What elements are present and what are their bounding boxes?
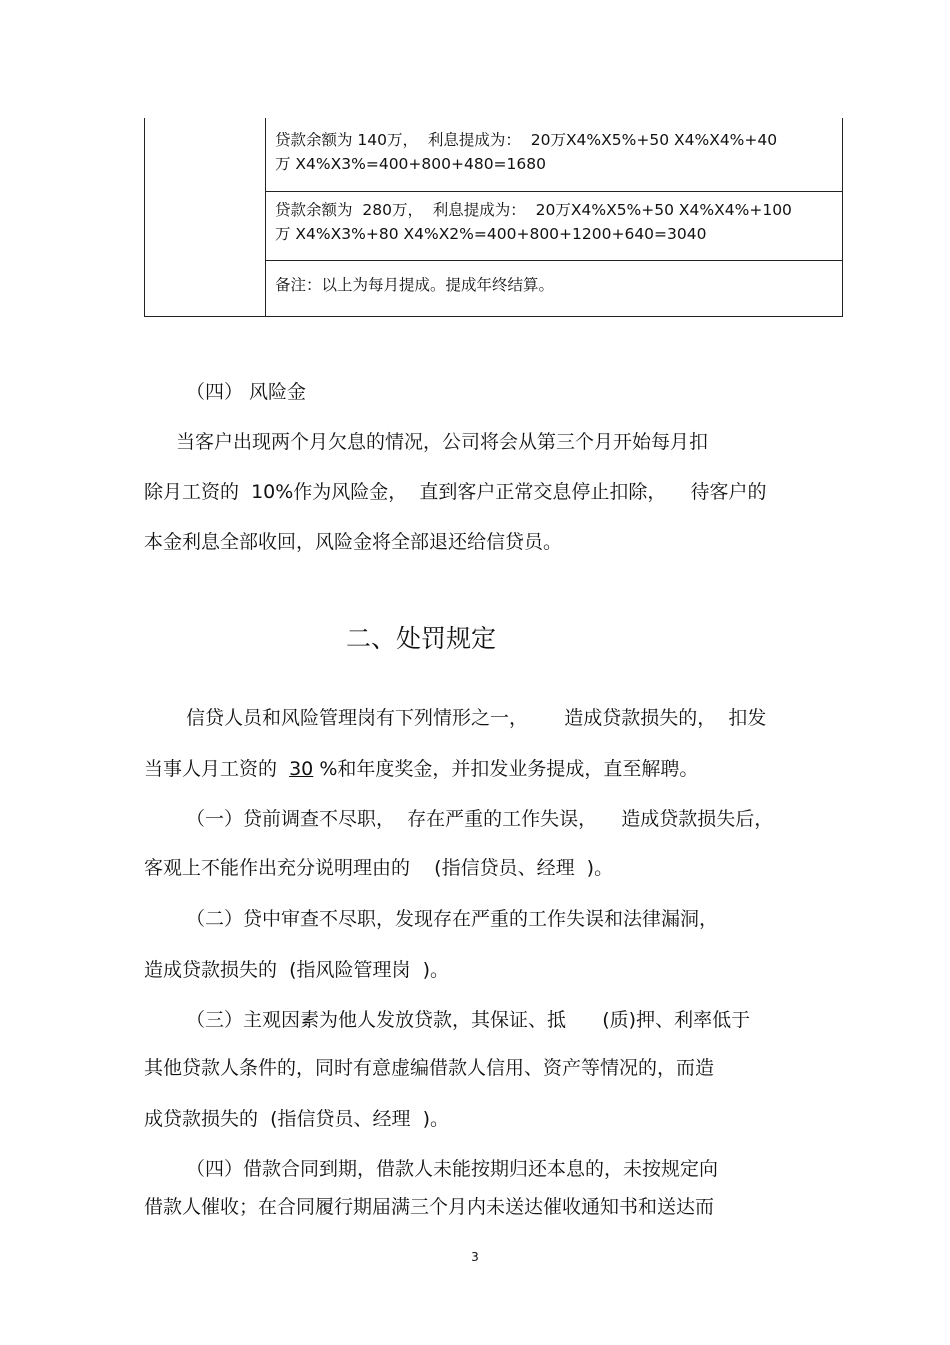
table-border-right [842, 118, 843, 316]
penalty-text: %和年度奖金，并扣发业务提成，直至解聘。 [313, 758, 699, 780]
risk-paragraph-line: 除月工资的 10%作为风险金， 直到客户正常交息停止扣除， 待客户的 [144, 481, 767, 503]
penalty-paragraph-line: 信贷人员和风险管理岗有下列情形之一， 造成贷款损失的， 扣发 [186, 707, 767, 729]
penalty-item-line: 借款人催收；在合同履行期届满三个月内未送达催收通知书和送达而 [144, 1196, 715, 1218]
penalty-item-line: （一）贷前调查不尽职， 存在严重的工作失误， 造成贷款损失后， [186, 808, 774, 830]
table-row-note: 备注：以上为每月提成。提成年终结算。 [275, 276, 555, 294]
page-number: 3 [471, 1250, 479, 1264]
penalty-item-line: （二）贷中审查不尽职，发现存在严重的工作失误和法律漏洞， [186, 908, 719, 930]
commission-table [144, 118, 843, 317]
table-row-280: 贷款余额为 280万， 利息提成为： 20万X4%X5%+50 X4%X4%+100 万 X4%X3%+80 X4%X2%=400+800+1200+640=3040 [266, 192, 842, 261]
penalty-item-line: 客观上不能作出充分说明理由的 (指信贷员、经理 )。 [144, 857, 614, 879]
penalty-percent: 30 [289, 758, 314, 780]
penalty-item-line: （三）主观因素为他人发放贷款，其保证、抵 (质)押、利率低于 [186, 1009, 751, 1031]
risk-paragraph-line: 当客户出现两个月欠息的情况，公司将会从第三个月开始每月扣 [176, 431, 709, 453]
penalty-paragraph-line [144, 755, 698, 783]
penalty-item-line: （四）借款合同到期，借款人未能按期归还本息的，未按规定向 [186, 1158, 719, 1180]
section-heading: 二、处罚规定 [346, 624, 497, 653]
section-risk-title: （四） 风险金 [186, 381, 307, 403]
penalty-item-line: 造成贷款损失的 (指风险管理岗 )。 [144, 959, 449, 981]
penalty-item-line: 其他贷款人条件的，同时有意虚编借款人信用、资产等情况的，而造 [144, 1057, 715, 1079]
table-row-140: 贷款余额为 140万， 利息提成为： 20万X4%X5%+50 X4%X4%+40 万 X4%X3%=400+800+480=1680 [266, 118, 842, 192]
risk-paragraph-line: 本金利息全部收回，风险金将全部退还给信贷员。 [144, 531, 563, 553]
penalty-text: 当事人月工资的 [144, 758, 290, 780]
penalty-item-line: 成贷款损失的 (指信贷员、经理 )。 [144, 1108, 449, 1130]
